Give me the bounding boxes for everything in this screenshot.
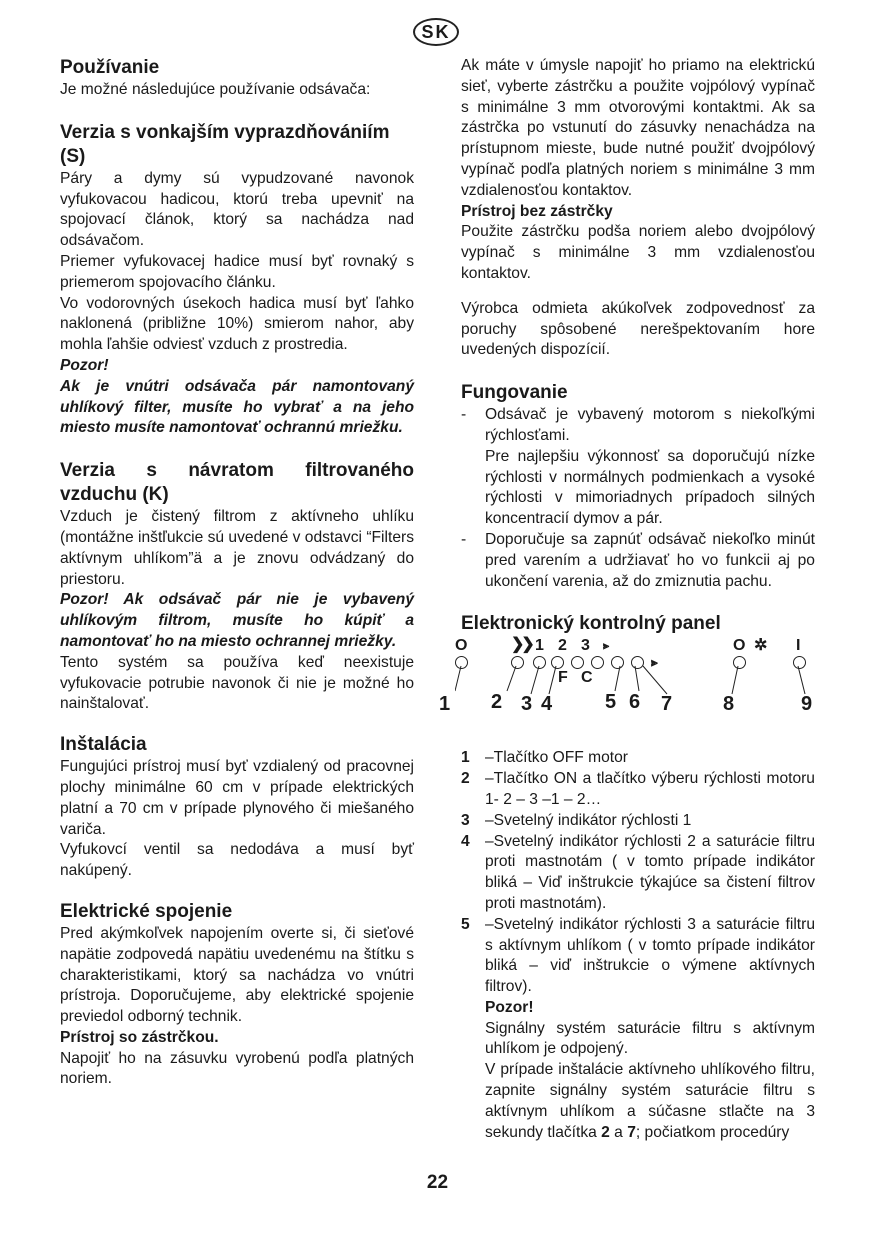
panel-label-3: 3 xyxy=(581,637,590,655)
item-text: –Tlačítko ON a tlačítko výberu rýchlosti motoru 1- 2 – 3 –1 – 2… xyxy=(485,770,815,808)
paragraph: Priemer vyfukovacej hadice musí byť rovnaký s priemerom spojovacího článku. xyxy=(60,252,414,291)
heading-verzia-k: Verzia s návratom filtrovaného vzduchu (K) xyxy=(60,460,414,506)
heading-elektricke: Elektrické spojenie xyxy=(60,900,233,922)
list-item xyxy=(461,748,815,769)
list-item xyxy=(461,811,815,832)
page-number: 22 xyxy=(426,1172,449,1193)
heading-pouzivanie: Používanie xyxy=(60,57,160,78)
callout-9: 9 xyxy=(801,693,813,716)
dash-marker: - xyxy=(461,530,467,548)
warning-text: Ak je vnútri odsávača pár namontovaný uhlíkový filter, musíte ho vybrať a na jeho miesto musíte namontovať ochrannú mriežku. xyxy=(60,377,414,437)
heading-verzia-s: Verzia s vonkajším vyprazdňovániím (S) xyxy=(60,121,390,167)
paragraph: Fungujúci prístroj musí byť vzdialený od pracovnej plochy minimálne 60 cm v prípade elektrických platní a 70 cm v prípade plynového či miešaného variča. xyxy=(60,758,414,838)
paragraph: Výrobca odmieta akúkoľvek zodpovednosť za poruchy spôsobené nerešpektovaním hore uvedených dispozícií. xyxy=(461,299,815,359)
left-column xyxy=(60,56,414,1090)
item-text: –Tlačítko OFF motor xyxy=(485,749,628,767)
callout-6: 6 xyxy=(629,691,641,714)
list-item xyxy=(461,915,815,998)
language-badge xyxy=(413,18,459,46)
paragraph: Použite zástrčku podša noriem alebo dvojpólový vypínač s minimálne 3 mm vzdialenosťou kontaktov. xyxy=(461,223,815,282)
text-span: V prípade inštalácie aktívneho uhlíkového filtru, zapnite signálny systém saturácie filtru s aktívnym uhlíkom a súčasne stlačte na 3 sekundy tlačítka xyxy=(485,1061,815,1141)
callout-5: 5 xyxy=(605,691,617,714)
button-ref-2: 2 xyxy=(601,1123,610,1141)
warning-label: Pozor! xyxy=(60,356,109,374)
light-bulb-icon: ✲ xyxy=(754,637,768,655)
panel-label-1: 1 xyxy=(535,637,544,655)
fan-icon: ⫸ xyxy=(603,640,610,653)
paragraph: Doporučuje sa zapnúť odsávač niekoľko minút pred varením a udržiavať ho vo funkcii aj po ukončení varenia, až do zmiznutia pachu. xyxy=(485,530,815,590)
heading-fungovanie: Fungovanie xyxy=(461,382,568,404)
callout-1: 1 xyxy=(439,693,451,716)
list-item xyxy=(461,530,815,592)
paragraph: Signálny systém saturácie filtru s aktívnym uhlíkom je odpojený. xyxy=(485,1019,815,1058)
panel-label-2: 2 xyxy=(558,637,567,655)
right-column xyxy=(439,56,815,1143)
paragraph: Vzduch je čistený filtrom z aktívneho uhlíku (montážne inštľukcie sú uvedené v odstavci “Filters aktívnym uhlíkom”ä a je znovu odvádzaný do priestoru. xyxy=(60,508,414,588)
paragraph: Pre najlepšiu výkonnosť sa doporučujú nízke rýchlosti v normálnych podmienkach a vysoké rýchlosti v mimoriadnych prípadoch silných koncentracií dymov a pár. xyxy=(485,447,815,528)
item-text: –Svetelný indikátor rýchlosti 1 xyxy=(485,811,692,829)
heading-panel: Elektronický kontrolný panel xyxy=(461,613,721,635)
subheading: Prístroj so zástrčkou. xyxy=(60,1028,219,1046)
item-number: 4 xyxy=(461,832,470,850)
paragraph: Páry a dymy sú vypudzované navonok vyfukovacou hadicou, ktorú treba upevniť na spojovací článok, ktorý sa nachádza nad odsávačom. xyxy=(60,169,414,250)
warning-label: Pozor! xyxy=(485,998,534,1016)
item5-continuation xyxy=(461,998,815,1144)
panel-label-o-light: O xyxy=(733,637,746,655)
item-number: 3 xyxy=(461,811,470,829)
paragraph: Napojiť ho na zásuvku vyrobenú podľa platných noriem. xyxy=(60,1049,414,1088)
paragraph: Vyfukovcí ventil sa nedodáva a musí byť nakúpený. xyxy=(60,841,414,880)
text-span: a xyxy=(609,1123,628,1141)
paragraph xyxy=(485,1060,815,1143)
item-number: 1 xyxy=(461,749,470,767)
control-panel-diagram xyxy=(439,636,825,728)
callout-8: 8 xyxy=(723,693,735,716)
panel-label-c: C xyxy=(581,669,593,687)
callout-2: 2 xyxy=(491,691,503,714)
list-item xyxy=(461,769,815,811)
paragraph: Odsávač je vybavený motorom s niekoľkými rýchlosťami. xyxy=(485,406,815,444)
heading-instalacia: Inštalácia xyxy=(60,734,147,756)
item-text: –Svetelný indikátor rýchlosti 2 a saturácie filtru proti mastnotám ( v tomto prípade indikátor bliká – Viď inštrukcie týkajúce sa čistení filtrov proti mastnotám). xyxy=(485,832,815,912)
button-ref-7: 7 xyxy=(627,1123,636,1141)
paragraph: Vo vodorovných úsekoch hadica musí byť ľahko naklonená (približne 10%) smierom nahor, aby mohla ľahšie odviesť vzduch z prostredia. xyxy=(60,294,414,354)
paragraph: Pred akýmkoľvek napojením overte si, či sieťové napätie zodpovedá napätiu uvedenému na štítku s charakteristikami, ktorý sa nachádza vo vnútri prístroja. Doporučujeme, aby elektrické spojenie previedol odborný technik. xyxy=(60,924,414,1026)
language-code: SK xyxy=(421,21,451,42)
item-number: 2 xyxy=(461,770,470,788)
panel-label-f: F xyxy=(558,669,568,687)
paragraph: Tento systém sa používa keď neexistuje vyfukovacie potrubie navonok či nie je možné ho nainštalovať. xyxy=(60,653,414,713)
dash-marker: - xyxy=(461,406,467,424)
callout-7: 7 xyxy=(661,693,673,716)
text-span: ; počiatkom procedúry xyxy=(635,1123,790,1141)
item-number: 5 xyxy=(461,915,470,933)
subheading: Prístroj bez zástrčky xyxy=(461,202,613,220)
fan-icon: ⫸ xyxy=(651,655,658,670)
paragraph: Je možné následujúce používanie odsávača: xyxy=(60,81,371,98)
panel-label-o: O xyxy=(455,637,468,655)
list-item xyxy=(461,832,815,915)
item-text: –Svetelný indikátor rýchlosti 3 a saturácie filtru s aktívnym uhlíkom ( v tomto prípade indikátor bliká – viď inštrukcie o výmene aktívnych filtrov). xyxy=(485,915,815,996)
warning-text: Pozor! Ak odsávač pár nie je vybavený uhlíkovým filtrom, musíte ho kúpiť a namontovať ho na miesto ochrannej mriežky. xyxy=(60,591,414,650)
list-item xyxy=(461,405,815,530)
callout-4: 4 xyxy=(541,693,553,716)
callout-3: 3 xyxy=(521,693,533,716)
paragraph: Ak máte v úmysle napojiť ho priamo na elektrickú sieť, vyberte zástrčku a použite vojpólový vypínač s minimálne 3 mm otvorovými kontaktmi. Ak sa zástrčka po vstunutí do zásuvky nenachádza na prístupnom mieste, bude nutné použiť dvojpólový vypínač podľa platných noriem s minimálne 3 mm vzdialenosťou kontaktov. xyxy=(461,57,815,199)
double-chevron-icon: ❯❯ xyxy=(511,636,532,654)
panel-label-i: I xyxy=(796,637,801,655)
